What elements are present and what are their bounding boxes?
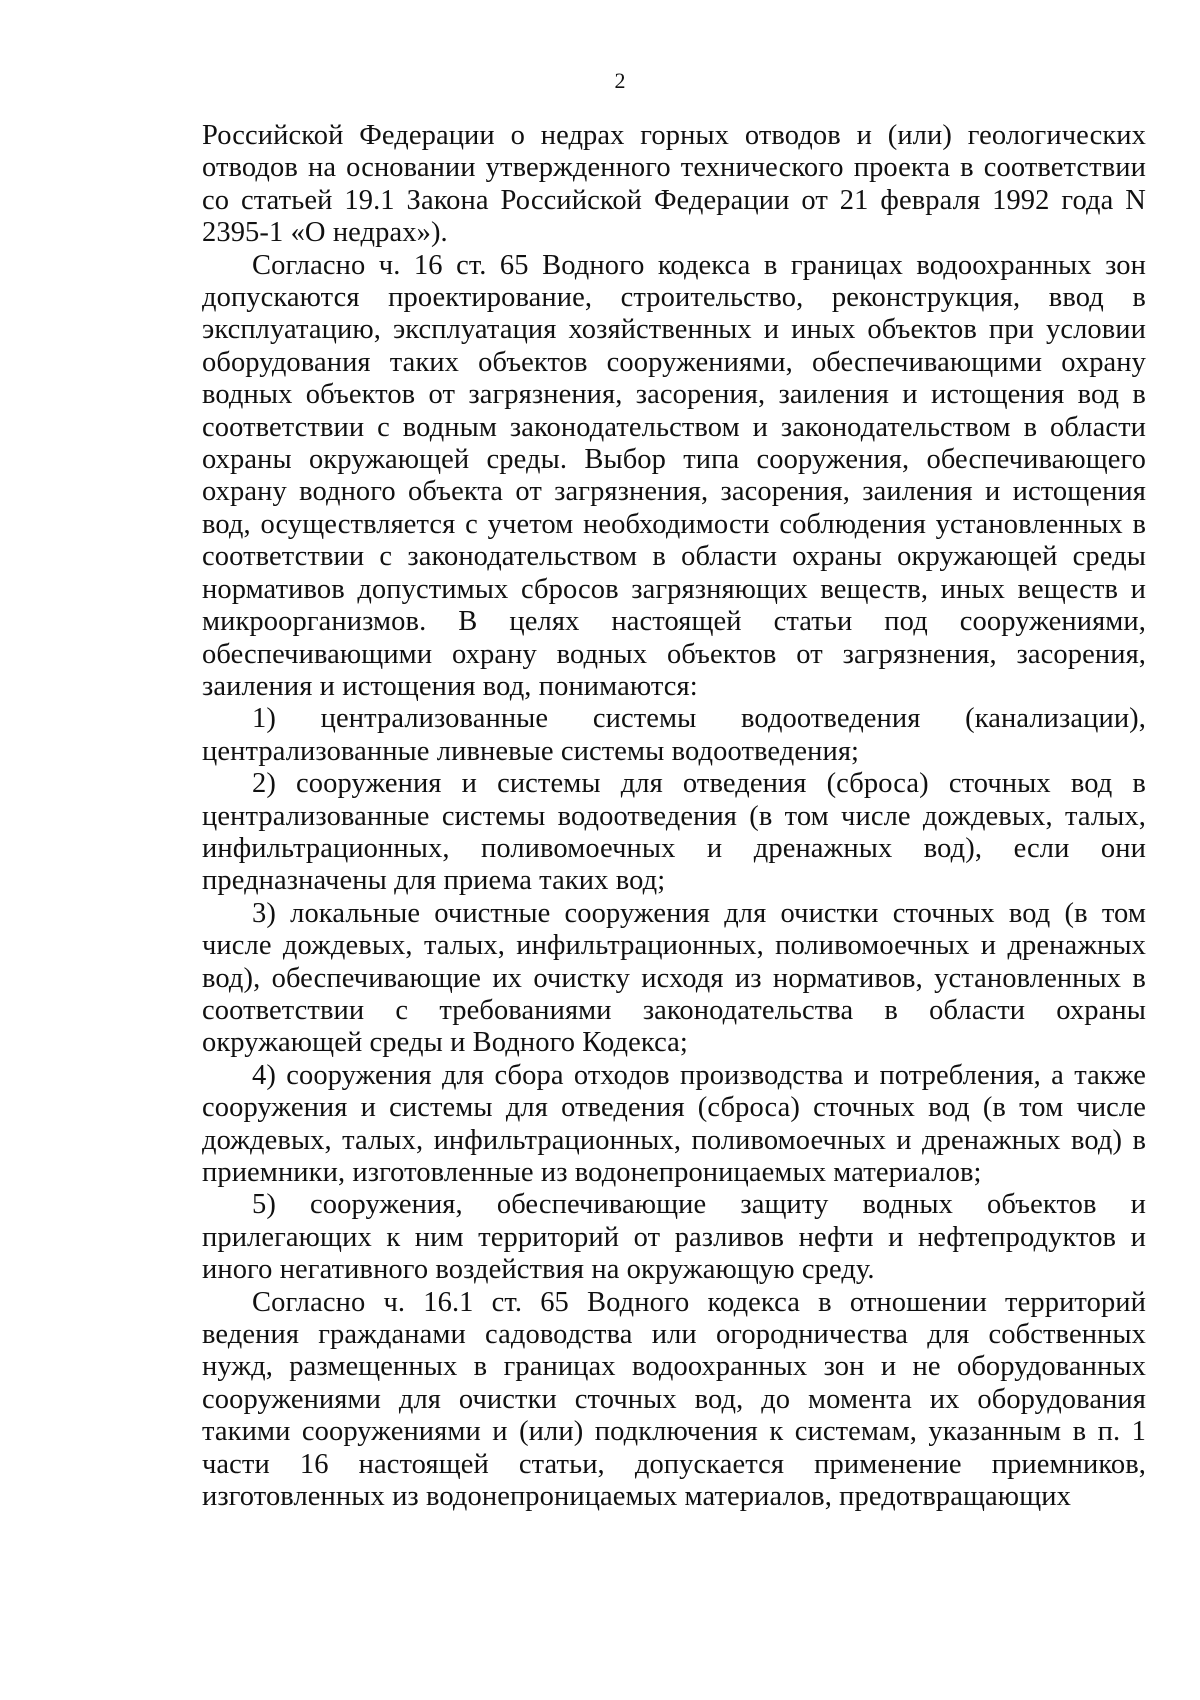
list-item-4: 4) сооружения для сбора отходов производства и потребления, а также сооружения и системы для отведения (сброса) сточных вод (в том числе дождевых, талых, инфильтрационных, поливомоечных и дренажных вод) в приемники, изготовленные из водонепроницаемых материалов;: [202, 1059, 1146, 1188]
list-item-3: 3) локальные очистные сооружения для очистки сточных вод (в том числе дождевых, талых, инфильтрационных, поливомоечных и дренажных вод), обеспечивающие их очистку исходя из нормативов, установленных в соответствии с требованиями законодательства в области охраны окружающей среды и Водного Кодекса;: [202, 897, 1146, 1059]
paragraph-part-16: Согласно ч. 16 ст. 65 Водного кодекса в границах водоохранных зон допускаются проектирование, строительство, реконструкция, ввод в эксплуатацию, эксплуатация хозяйственных и иных объектов при условии оборудования таких объектов сооружениями, обеспечивающими охрану водных объектов от загрязнения, засорения, заиления и истощения вод в соответствии с водным законодательством и законодательством в области охраны окружающей среды. Выбор типа сооружения, обеспечивающего охрану водного объекта от загрязнения, засорения, заиления и истощения вод, осуществляется с учетом необходимости соблюдения установленных в соответствии с законодательством в области охраны окружающей среды нормативов допустимых сбросов загрязняющих веществ, иных веществ и микроорганизмов. В целях настоящей статьи под сооружениями, обеспечивающими охрану водных объектов от загрязнения, засорения, заиления и истощения вод, понимаются:: [202, 249, 1146, 702]
paragraph-continuation: Российской Федерации о недрах горных отводов и (или) геологических отводов на основании утвержденного технического проекта в соответствии со статьей 19.1 Закона Российской Федерации от 21 февраля 1992 года N 2395-1 «О недрах»).: [202, 120, 1146, 249]
page-number: 2: [614, 68, 626, 93]
list-item-5: 5) сооружения, обеспечивающие защиту водных объектов и прилегающих к ним территорий от разливов нефти и нефтепродуктов и иного негативного воздействия на окружающую среду.: [202, 1189, 1146, 1286]
paragraph-part-16-1: Согласно ч. 16.1 ст. 65 Водного кодекса в отношении территорий ведения гражданами садоводства или огородничества для собственных нужд, размещенных в границах водоохранных зон и не оборудованных сооружениями для очистки сточных вод, до момента их оборудования такими сооружениями и (или) подключения к системам, указанным в п. 1 части 16 настоящей статьи, допускается применение приемников, изготовленных из водонепроницаемых материалов, предотвращающих: [202, 1286, 1146, 1513]
list-item-2: 2) сооружения и системы для отведения (сброса) сточных вод в централизованные системы водоотведения (в том числе дождевых, талых, инфильтрационных, поливомоечных и дренажных вод), если они предназначены для приема таких вод;: [202, 768, 1146, 897]
document-body: [202, 120, 1146, 1513]
list-item-1: 1) централизованные системы водоотведения (канализации), централизованные ливневые системы водоотведения;: [202, 703, 1146, 767]
